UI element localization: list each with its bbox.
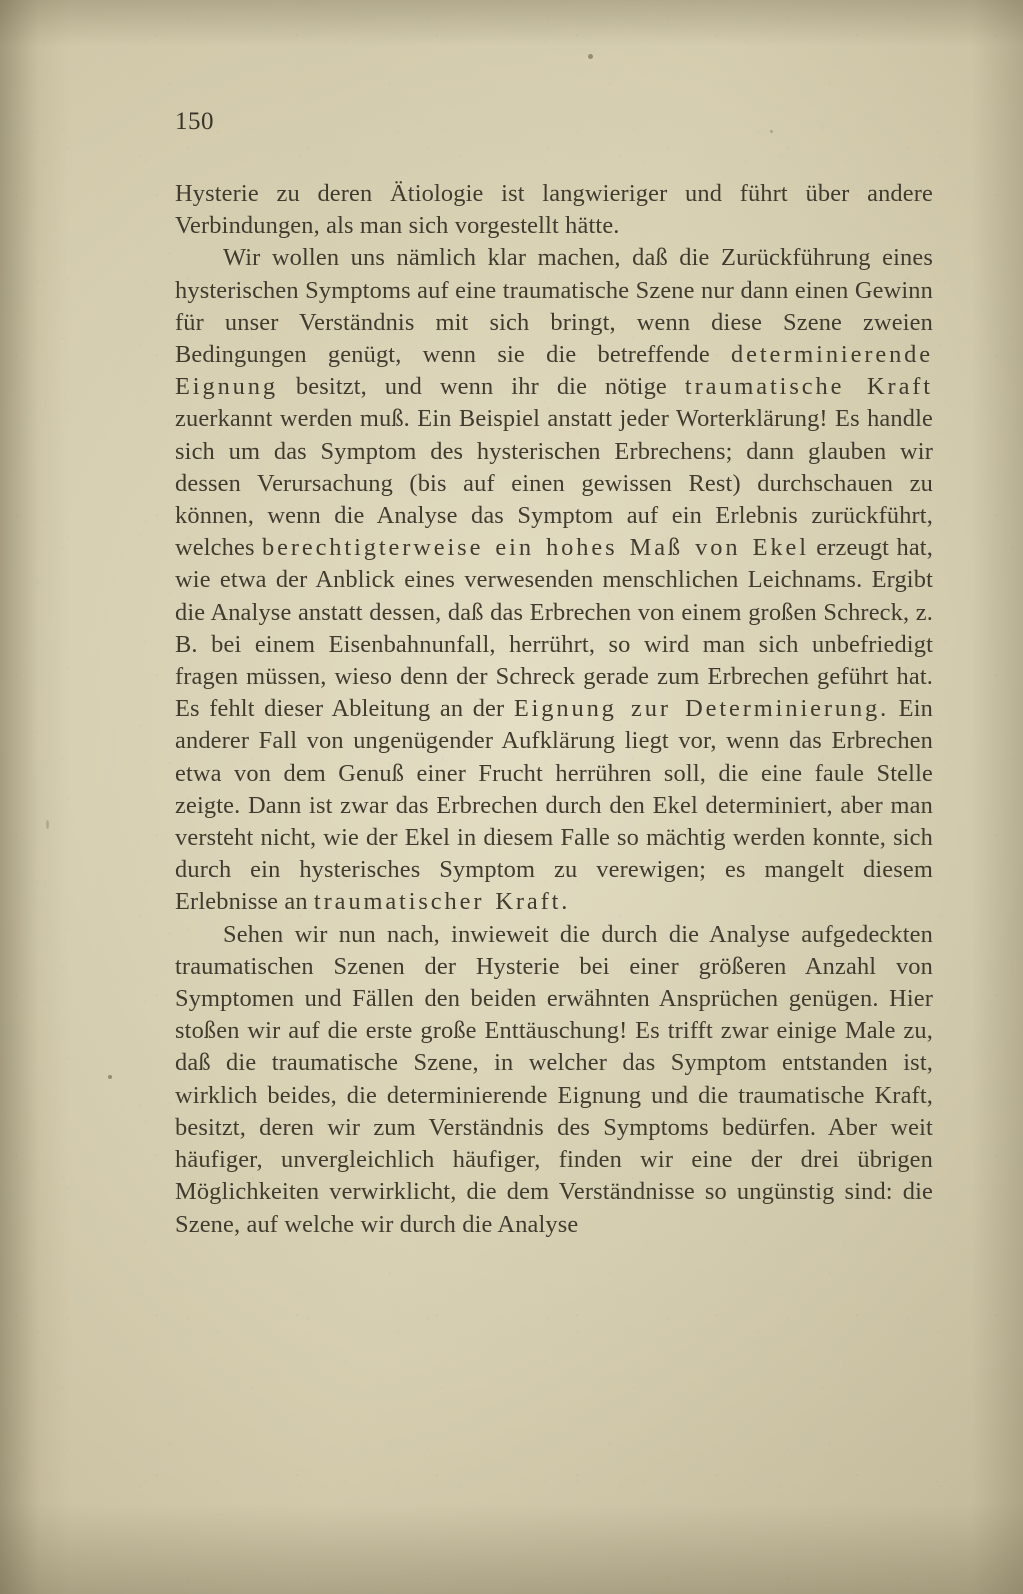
body-text	[175, 178, 933, 1241]
emphasis-text: traumatischer Kraft.	[313, 888, 571, 916]
text-run: Sehen wir nun nach, inwieweit die durch die Analyse aufgedeckten traumatischen Szenen der Hysterie bei einer größeren Anzahl von Symptomen und Fällen den beiden erwähnten Ansprüchen genügen. Hier stoßen wir auf die erste große Enttäuschung! Es trifft zwar einige Male zu, daß die traumatische Szene, in welcher das Symptom entstanden ist, wirklich beides, die determinierende Eignung und die traumatische Kraft, besitzt, deren wir zum Verständnis des Symptoms bedürfen. Aber weit häufiger, unvergleichlich häufiger, finden wir eine der drei übrigen Möglichkeiten verwirklicht, die dem Verständnisse so ungünstig sind: die Szene, auf welche wir durch die Analyse	[175, 920, 933, 1238]
emphasis-text: Eignung zur Determinierung.	[513, 695, 890, 723]
text-run: Wir wollen uns nämlich klar machen, daß die Zurückführung eines hysterischen Symptoms auf eine traumatische Szene nur dann einen Gewinn für unser Verständnis mit sich bringt, wenn diese Szene zweien Bedingungen genügt, wenn sie die betreffende	[175, 244, 933, 369]
paper-speck	[46, 820, 49, 829]
page-number: 150	[175, 108, 214, 135]
text-run: Hysterie zu deren Ätiologie ist langwieriger und führt über andere Verbindungen, als man sich vorgestellt hätte.	[175, 180, 933, 240]
text-run: erzeugt hat, wie etwa der Anblick eines verwesenden menschlichen Leichnams. Ergibt die Analyse anstatt dessen, daß das Erbrechen von einem großen Schreck, z. B. bei einem Eisenbahnunfall, herrührt, so wird man sich unbefriedigt fragen müssen, wieso denn der Schreck gerade zum Erbrechen geführt hat. Es fehlt dieser Ableitung an der	[175, 534, 933, 723]
emphasis-text: traumatische Kraft	[684, 373, 933, 401]
page-right-shadow	[971, 0, 1023, 1594]
text-run: besitzt, und wenn ihr die nötige	[277, 373, 685, 401]
emphasis-text: determinierende Eignung	[175, 341, 933, 401]
text-run: zuerkannt werden muß. Ein Beispiel anstatt jeder Worterklärung! Es handle sich um das Symptom des hysterischen Erbrechens; dann glauben wir dessen Verursachung (bis auf einen gewissen Rest) durchschauen zu können, wenn die Analyse das Symptom auf ein Erlebnis zurückführt, welches	[175, 405, 933, 562]
para-1	[175, 178, 933, 242]
emphasis-text: berechtigterweise ein hohes Maß von Ekel	[262, 534, 809, 562]
paper-speck	[588, 54, 593, 59]
paper-speck	[108, 1075, 112, 1079]
page-bottom-shadow	[0, 1504, 1023, 1594]
page-top-shadow	[0, 0, 1023, 46]
para-2	[175, 242, 933, 918]
page-content	[175, 108, 933, 1241]
page-left-shadow	[0, 0, 70, 1594]
para-3	[175, 919, 933, 1241]
text-run: Ein anderer Fall von ungenügender Aufklärung liegt vor, wenn das Erbrechen etwa von dem Genuß einer Frucht herrühren soll, die eine faule Stelle zeigte. Dann ist zwar das Erbrechen durch den Ekel determiniert, aber man versteht nicht, wie der Ekel in diesem Falle so mächtig werden konnte, sich durch ein hysterisches Symptom zu verewigen; es mangelt diesem Erlebnisse an	[175, 695, 933, 916]
